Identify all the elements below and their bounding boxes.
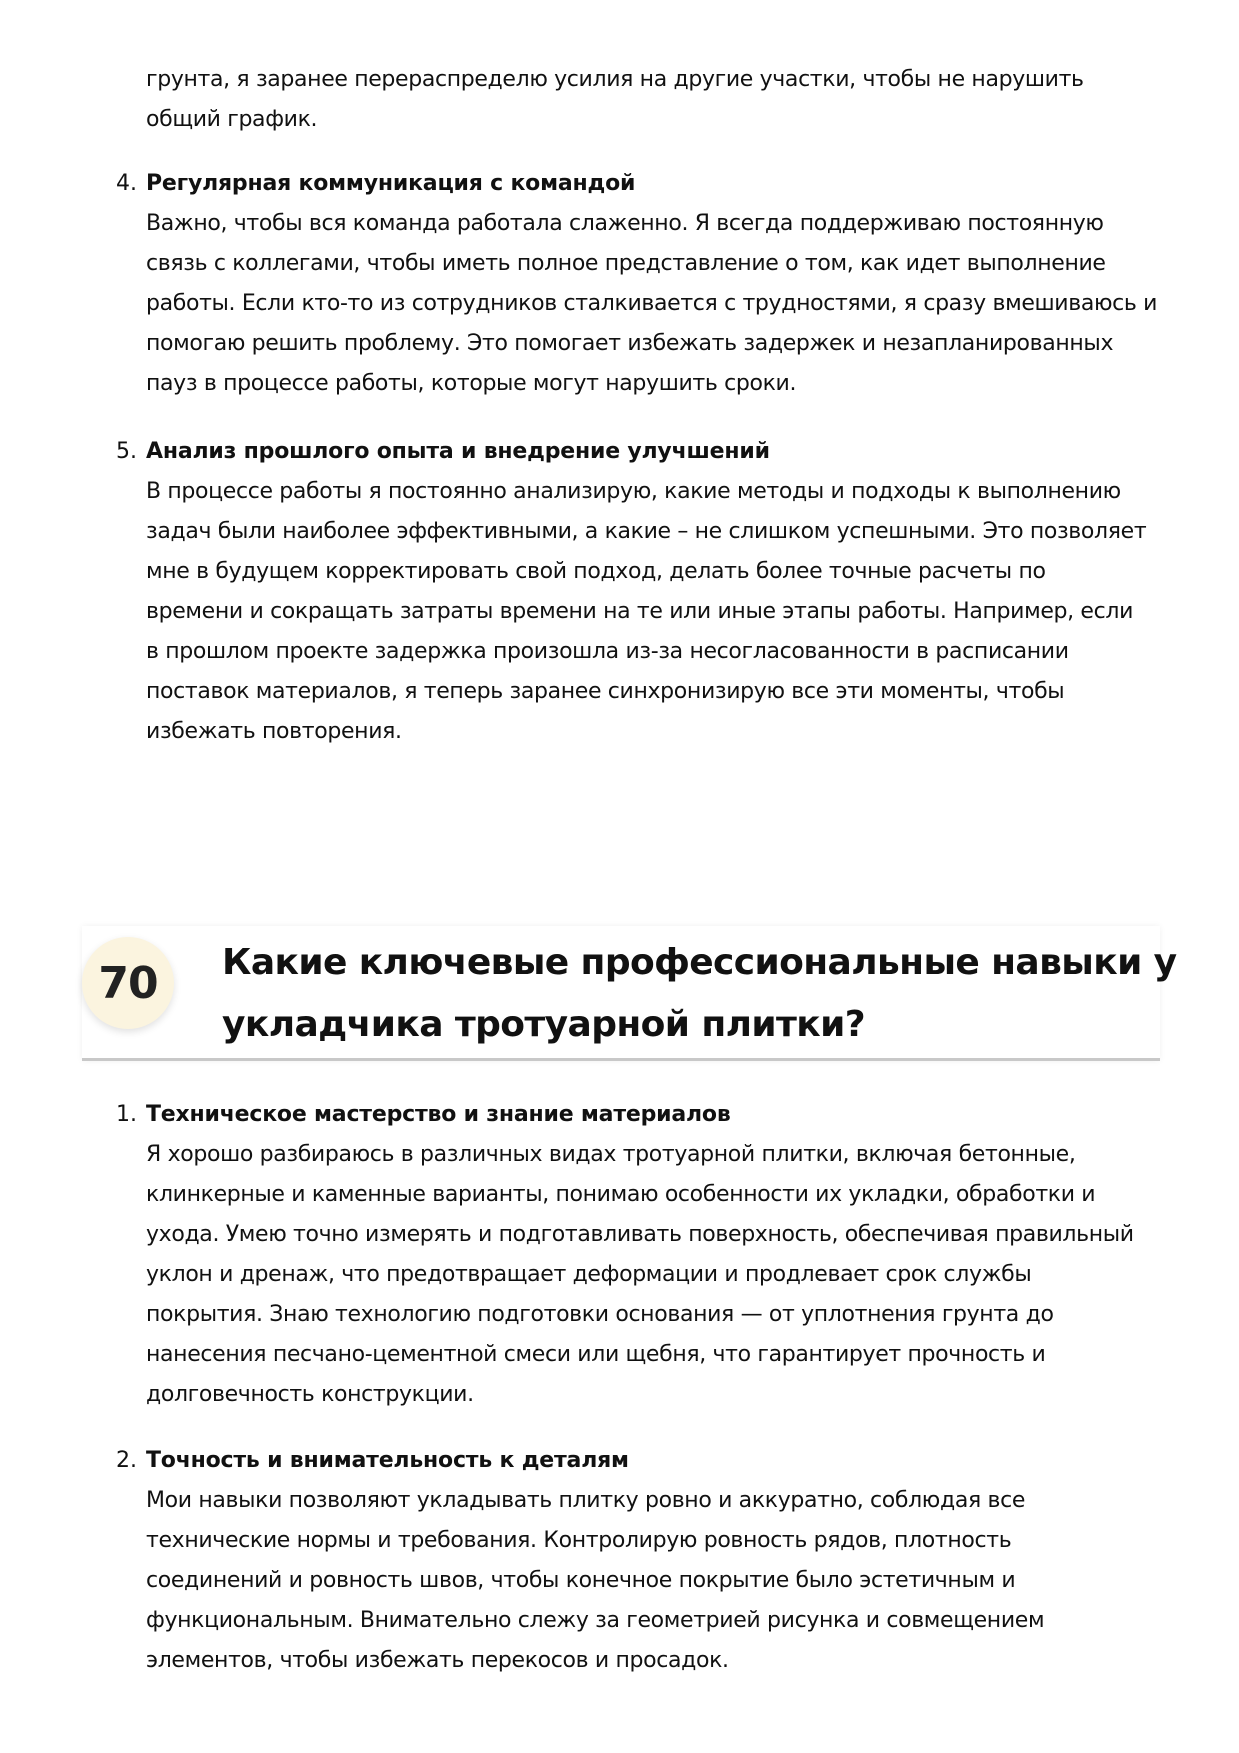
paragraph-line: клинкерные и каменные варианты, понимаю особенности их укладки, обработки и: [146, 1182, 1096, 1207]
paragraph-line: в прошлом проекте задержка произошла из-за несогласованности в расписании: [146, 639, 1069, 664]
list-item-number: 4.: [116, 171, 137, 196]
paragraph-line: поставок материалов, я теперь заранее синхронизирую все эти моменты, чтобы: [146, 679, 1065, 704]
section-number-badge: 70: [82, 937, 174, 1029]
paragraph-line: Мои навыки позволяют укладывать плитку ровно и аккуратно, соблюдая все: [146, 1488, 1026, 1513]
paragraph-line: Важно, чтобы вся команда работала слаженно. Я всегда поддерживаю постоянную: [146, 211, 1104, 236]
paragraph-line: задач были наиболее эффективными, а какие – не слишком успешными. Это позволяет: [146, 519, 1147, 544]
paragraph-line: работы. Если кто-то из сотрудников сталкивается с трудностями, я сразу вмешиваюсь и: [146, 291, 1158, 316]
paragraph-line: технические нормы и требования. Контролирую ровность рядов, плотность: [146, 1528, 1012, 1553]
list-item-body: [146, 204, 1157, 404]
list-item-body: [146, 1481, 1044, 1681]
list-item-body: [146, 1135, 1134, 1415]
paragraph-line: помогаю решить проблему. Это помогает избежать задержек и незапланированных: [146, 331, 1114, 356]
paragraph-line: грунта, я заранее перераспределю усилия на другие участки, чтобы не нарушить: [146, 67, 1084, 92]
intro-continuation: [146, 60, 1084, 140]
paragraph-line: долговечность конструкции.: [146, 1382, 474, 1407]
paragraph-line: избежать повторения.: [146, 719, 402, 744]
list-item-number: 2.: [116, 1448, 137, 1473]
paragraph-line: Я хорошо разбираюсь в различных видах тротуарной плитки, включая бетонные,: [146, 1142, 1076, 1167]
paragraph-line: мне в будущем корректировать свой подход, делать более точные расчеты по: [146, 559, 1046, 584]
paragraph-line: соединений и ровность швов, чтобы конечное покрытие было эстетичным и: [146, 1568, 1016, 1593]
list-item-number: 5.: [116, 439, 137, 464]
list-item-title: Точность и внимательность к деталям: [146, 1448, 629, 1473]
paragraph-line: функциональным. Внимательно слежу за геометрией рисунка и совмещением: [146, 1608, 1045, 1633]
paragraph-line: покрытия. Знаю технологию подготовки основания — от уплотнения грунта до: [146, 1302, 1054, 1327]
paragraph-line: связь с коллегами, чтобы иметь полное представление о том, как идет выполнение: [146, 251, 1106, 276]
paragraph-line: пауз в процессе работы, которые могут нарушить сроки.: [146, 371, 797, 396]
list-item-number: 1.: [116, 1102, 137, 1127]
list-item-body: [146, 472, 1146, 752]
list-item-title: Анализ прошлого опыта и внедрение улучшений: [146, 439, 770, 464]
section-title-line: Какие ключевые профессиональные навыки у: [222, 942, 1177, 983]
paragraph-line: элементов, чтобы избежать перекосов и просадок.: [146, 1648, 729, 1673]
paragraph-line: уклон и дренаж, что предотвращает деформации и продлевает срок службы: [146, 1262, 1032, 1287]
paragraph-line: ухода. Умею точно измерять и подготавливать поверхность, обеспечивая правильный: [146, 1222, 1134, 1247]
paragraph-line: В процессе работы я постоянно анализирую, какие методы и подходы к выполнению: [146, 479, 1121, 504]
paragraph-line: общий график.: [146, 107, 318, 132]
paragraph-line: нанесения песчано-цементной смеси или щебня, что гарантирует прочность и: [146, 1342, 1046, 1367]
section-title: [222, 932, 1177, 1056]
section-title-line: укладчика тротуарной плитки?: [222, 1004, 866, 1045]
list-item-title: Регулярная коммуникация с командой: [146, 171, 636, 196]
paragraph-line: времени и сокращать затраты времени на те или иные этапы работы. Например, если: [146, 599, 1134, 624]
list-item-title: Техническое мастерство и знание материалов: [146, 1102, 731, 1127]
